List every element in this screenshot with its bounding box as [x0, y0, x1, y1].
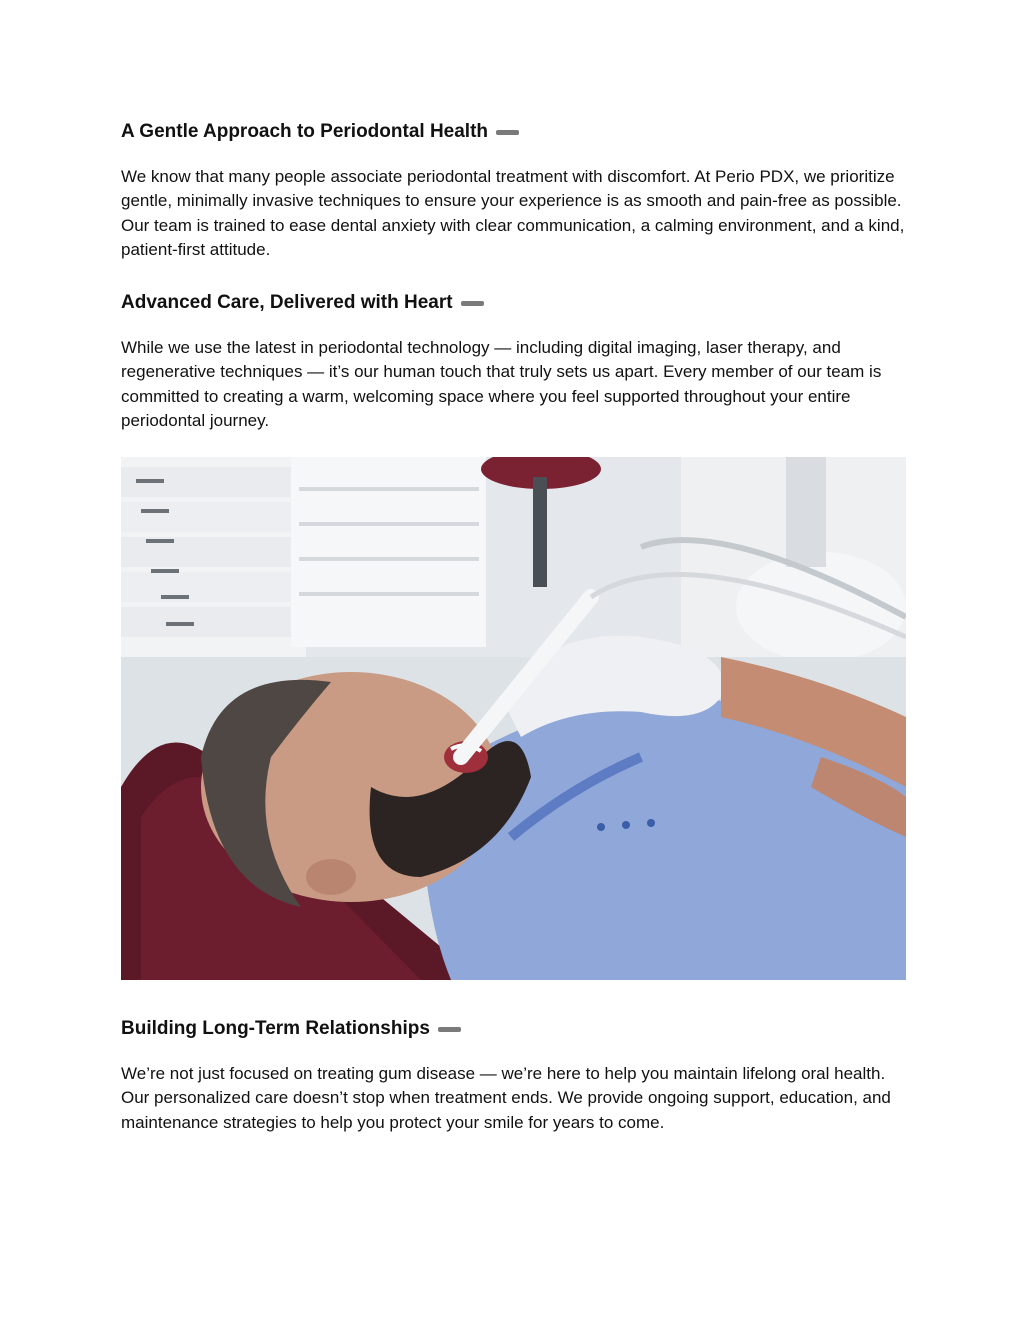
heading-text: Building Long-Term Relationships — [121, 1018, 430, 1039]
heading-text: Advanced Care, Delivered with Heart — [121, 292, 453, 313]
section-body: We’re not just focused on treating gum disease — we’re here to help you maintain lifelong oral health. Our personalized care doesn’t stop when treatment ends. We provide ongoing support, education, and maintenance strategies to help you protect your smile for years to come. — [121, 1064, 891, 1132]
section-body: We know that many people associate periodontal treatment with discomfort. At Perio PDX, we prioritize gentle, minimally invasive techniques to ensure your experience is as smooth and pain-free as possible. Our team is trained to ease dental anxiety with clear communication, a calming environment, and a kind, patient-first attitude. — [121, 167, 905, 259]
section-body: While we use the latest in periodontal technology — including digital imaging, laser therapy, and regenerative techniques — it’s our human touch that truly sets us apart. Every member of our team is committed to creating a warm, welcoming space where you feel supported throughout your entire periodontal journey. — [121, 338, 882, 430]
section-heading — [121, 1016, 911, 1042]
minus-icon — [461, 301, 484, 306]
section-advanced-care — [121, 290, 911, 433]
section-heading — [121, 290, 911, 316]
minus-icon — [496, 130, 519, 135]
section-heading — [121, 119, 911, 145]
minus-icon — [438, 1027, 461, 1032]
section-long-term — [121, 1016, 911, 1135]
section-gentle-approach — [121, 119, 911, 262]
heading-text: A Gentle Approach to Periodontal Health — [121, 121, 489, 142]
dental-exam-photo — [121, 457, 906, 980]
photo-illustration — [121, 457, 906, 980]
